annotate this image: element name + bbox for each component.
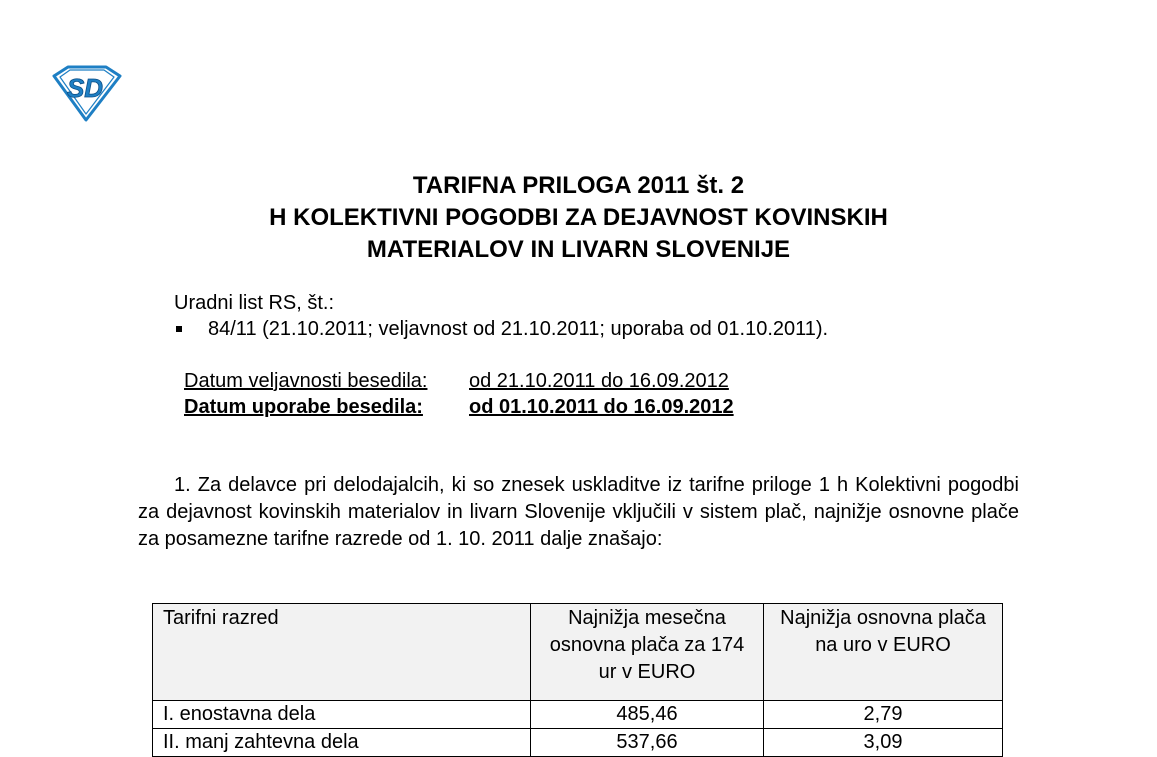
intro-paragraph: 1. Za delavce pri delodajalcih, ki so znesek uskladitve iz tarifne priloge 1 h Kolektivni pogodbi za dejavnost kovinskih materialov in livarn Slovenije vključili v sistem plač, najnižje osnovne plače za posamezne tarifne razrede od 1. 10. 2011 dalje znašajo:	[138, 474, 1019, 550]
title-line-2: H KOLEKTIVNI POGODBI ZA DEJAVNOST KOVINSKIH	[269, 204, 888, 231]
title-line-1: TARIFNA PRILOGA 2011 št. 2	[412, 172, 745, 199]
validity-date-label: Datum veljavnosti besedila:	[184, 370, 428, 392]
logo-lettering: SD	[66, 73, 104, 103]
monthly-wage-cell: 537,66	[531, 729, 764, 757]
header-hourly-wage: Najnižja osnovna plača na uro v EURO	[764, 604, 1003, 701]
table-row	[153, 701, 1003, 729]
title-line-3: MATERIALOV IN LIVARN SLOVENIJE	[366, 236, 791, 263]
header-tariff-class: Tarifni razred	[153, 604, 531, 701]
validity-date-row	[184, 368, 734, 394]
use-date-value: od 01.10.2011 do 16.09.2012	[469, 396, 734, 418]
hourly-wage-cell: 3,09	[764, 729, 1003, 757]
table-header-row	[153, 604, 1003, 701]
use-date-label: Datum uporabe besedila:	[184, 396, 423, 418]
gazette-reference	[174, 290, 828, 342]
monthly-wage-cell: 485,46	[531, 701, 764, 729]
gazette-item-text: 84/11 (21.10.2011; veljavnost od 21.10.2011; uporaba od 01.10.2011).	[208, 318, 829, 340]
gazette-label: Uradni list RS, št.:	[174, 292, 335, 314]
use-date-row	[184, 394, 734, 420]
document-title	[0, 170, 1157, 266]
tariff-class-cell: II. manj zahtevna dela	[153, 729, 531, 757]
hourly-wage-cell: 2,79	[764, 701, 1003, 729]
gazette-list-item	[174, 316, 828, 342]
text-dates	[184, 368, 734, 420]
validity-date-value: od 21.10.2011 do 16.09.2012	[469, 370, 729, 392]
company-logo	[48, 64, 124, 122]
tariff-class-cell: I. enostavna dela	[153, 701, 531, 729]
bullet-icon	[176, 326, 182, 332]
wage-table	[152, 603, 1003, 757]
header-monthly-wage: Najnižja mesečna osnovna plača za 174 ur v EURO	[531, 604, 764, 701]
